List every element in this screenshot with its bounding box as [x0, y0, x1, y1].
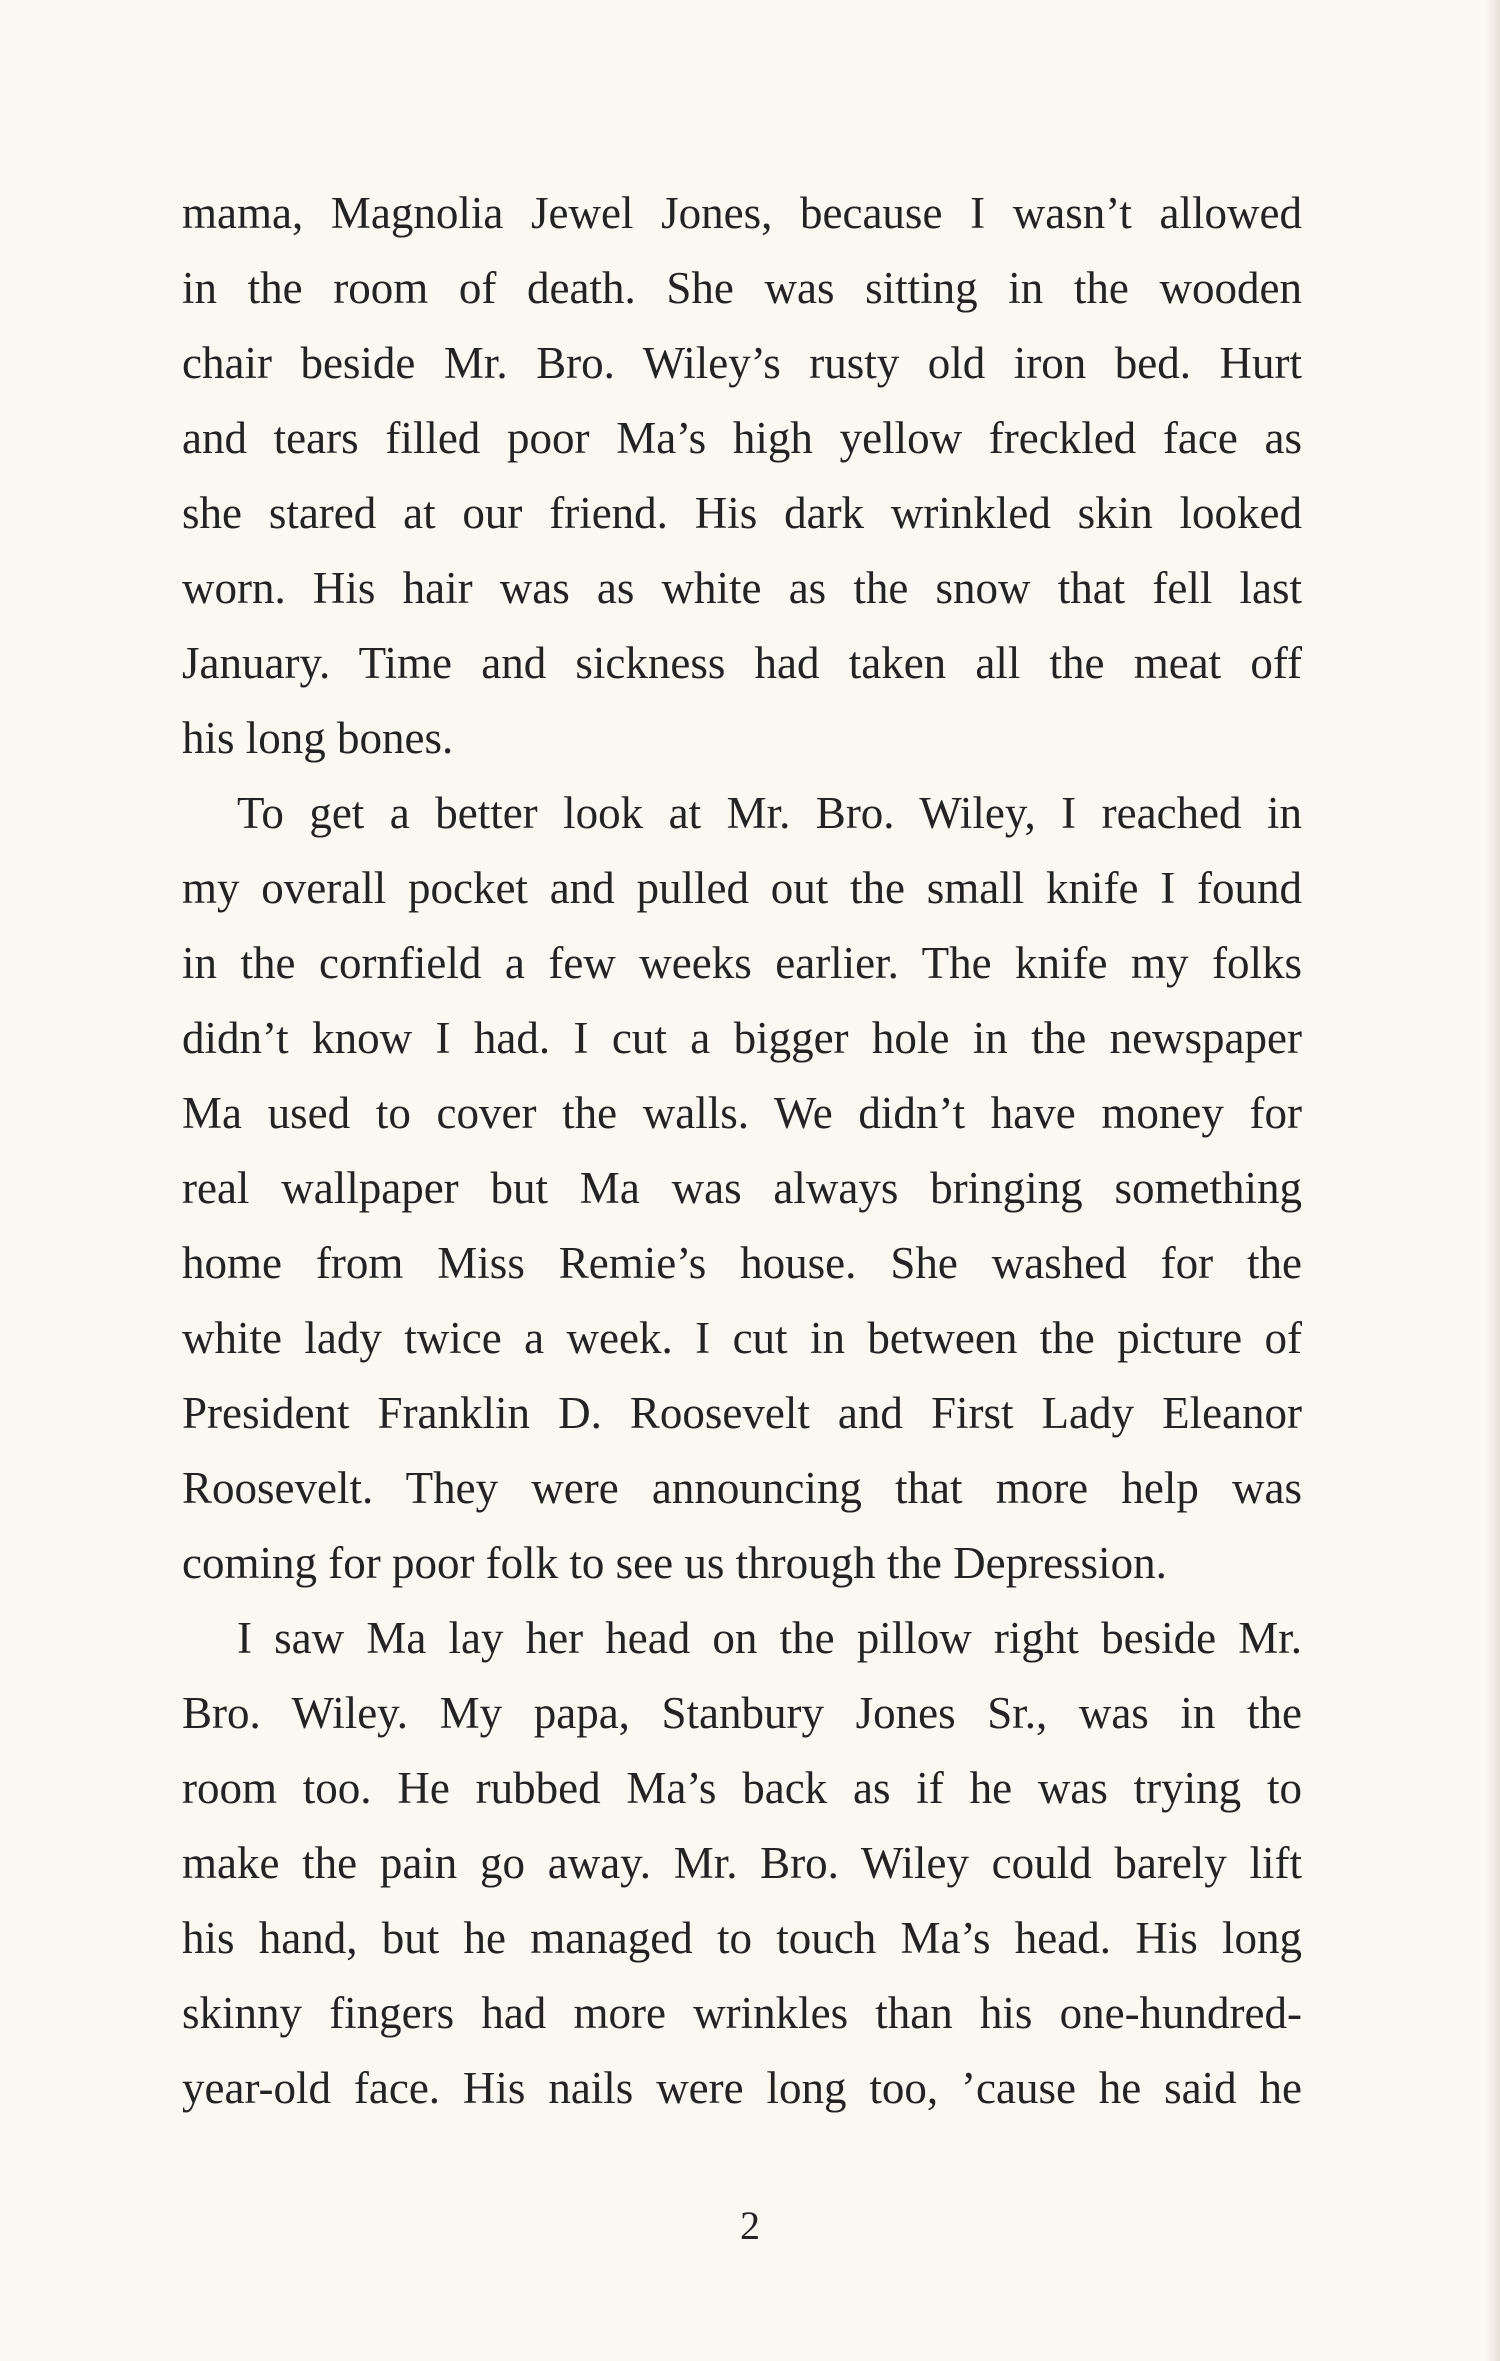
body-text	[182, 176, 1302, 2126]
text-line: Ma used to cover the walls. We didn’t have money for	[182, 1088, 1302, 1138]
text-line: white lady twice a week. I cut in between the picture of	[182, 1313, 1302, 1363]
text-line: my overall pocket and pulled out the small knife I found	[182, 863, 1302, 913]
text-line: chair beside Mr. Bro. Wiley’s rusty old iron bed. Hurt	[182, 338, 1302, 388]
text-line: year-old face. His nails were long too, ’cause he said he	[182, 2063, 1302, 2113]
text-line: January. Time and sickness had taken all the meat off	[182, 638, 1302, 688]
text-line: in the cornfield a few weeks earlier. The knife my folks	[182, 938, 1302, 988]
text-line: To get a better look at Mr. Bro. Wiley, I reached in	[237, 788, 1302, 838]
text-line: make the pain go away. Mr. Bro. Wiley could barely lift	[182, 1838, 1302, 1888]
text-line: his long bones.	[182, 713, 454, 763]
text-line: worn. His hair was as white as the snow that fell last	[182, 563, 1302, 613]
text-line: she stared at our friend. His dark wrinkled skin looked	[182, 488, 1302, 538]
page-edge-shadow	[1486, 0, 1500, 2361]
text-line: his hand, but he managed to touch Ma’s head. His long	[182, 1913, 1302, 1963]
text-line: mama, Magnolia Jewel Jones, because I wasn’t allowed	[182, 188, 1302, 238]
text-line: I saw Ma lay her head on the pillow right beside Mr.	[237, 1613, 1302, 1663]
page-number: 2	[740, 2203, 760, 2248]
text-line: Bro. Wiley. My papa, Stanbury Jones Sr., was in the	[182, 1688, 1302, 1738]
text-line: room too. He rubbed Ma’s back as if he was trying to	[182, 1763, 1302, 1813]
text-line: didn’t know I had. I cut a bigger hole in the newspaper	[182, 1013, 1302, 1063]
text-line: and tears filled poor Ma’s high yellow freckled face as	[182, 413, 1302, 463]
text-line: Roosevelt. They were announcing that more help was	[182, 1463, 1302, 1513]
text-line: skinny fingers had more wrinkles than his one-hundred-	[182, 1988, 1302, 2038]
text-line: real wallpaper but Ma was always bringing something	[182, 1163, 1302, 1213]
text-line: in the room of death. She was sitting in the wooden	[182, 263, 1302, 313]
text-line: home from Miss Remie’s house. She washed for the	[182, 1238, 1302, 1288]
text-line: coming for poor folk to see us through the Depression.	[182, 1538, 1167, 1588]
text-line: President Franklin D. Roosevelt and First Lady Eleanor	[182, 1388, 1302, 1438]
